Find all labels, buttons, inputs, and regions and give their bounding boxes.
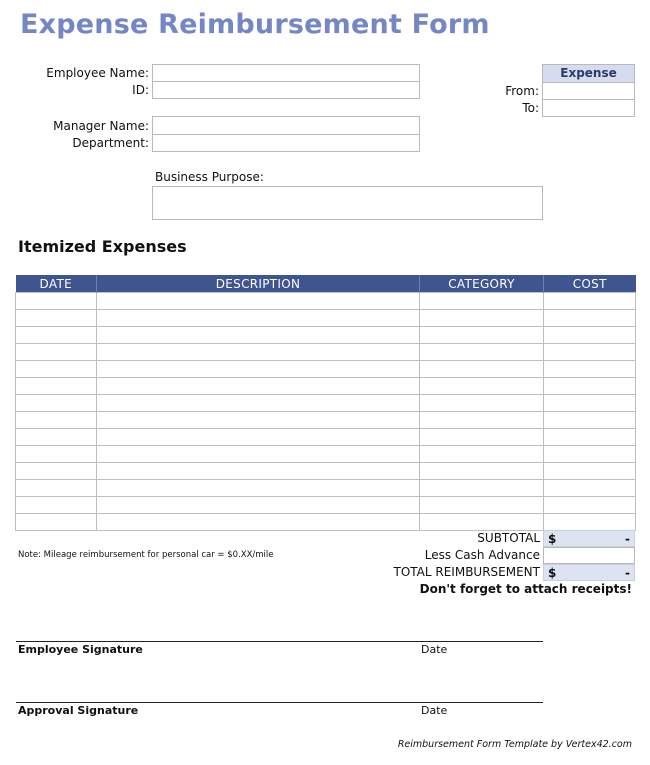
description-cell[interactable] [97, 293, 420, 310]
subtotal-currency: $ [548, 531, 557, 546]
description-cell[interactable] [97, 446, 420, 463]
total-currency: $ [548, 565, 557, 580]
mileage-note: Note: Mileage reimbursement for personal car = $0.XX/mile [18, 550, 274, 560]
date-cell[interactable] [16, 378, 97, 395]
employee-name-label: Employee Name: [46, 66, 149, 80]
employee-name-field[interactable] [152, 64, 420, 82]
period-to-field[interactable] [542, 99, 635, 117]
category-cell[interactable] [420, 327, 544, 344]
id-label: ID: [132, 83, 149, 97]
total-reimbursement-label: TOTAL REIMBURSEMENT [393, 565, 540, 579]
cost-cell[interactable] [544, 429, 636, 446]
expense-row [16, 395, 636, 412]
description-column-header: DESCRIPTION [97, 275, 420, 293]
cost-cell[interactable] [544, 514, 636, 531]
description-cell[interactable] [97, 395, 420, 412]
total-amount: - [625, 565, 630, 580]
date-cell[interactable] [16, 497, 97, 514]
expense-row [16, 514, 636, 531]
category-cell[interactable] [420, 293, 544, 310]
date-cell[interactable] [16, 361, 97, 378]
date-cell[interactable] [16, 480, 97, 497]
cost-column-header: COST [544, 275, 636, 293]
manager-name-label: Manager Name: [53, 119, 149, 133]
description-cell[interactable] [97, 497, 420, 514]
cost-cell[interactable] [544, 480, 636, 497]
subtotal-label: SUBTOTAL [477, 531, 540, 545]
description-cell[interactable] [97, 361, 420, 378]
template-credit: Reimbursement Form Template by Vertex42.com [397, 739, 632, 750]
cost-cell[interactable] [544, 446, 636, 463]
department-field[interactable] [152, 134, 420, 152]
date-column-header: DATE [16, 275, 97, 293]
cash-advance-field[interactable] [543, 547, 635, 564]
category-cell[interactable] [420, 412, 544, 429]
description-cell[interactable] [97, 514, 420, 531]
expense-row [16, 293, 636, 310]
expense-row [16, 344, 636, 361]
approval-signature-line[interactable] [16, 702, 543, 703]
expense-row [16, 429, 636, 446]
expense-row [16, 463, 636, 480]
itemized-expenses-heading: Itemized Expenses [18, 237, 187, 256]
date-cell[interactable] [16, 446, 97, 463]
total-reimbursement-value [543, 564, 635, 581]
description-cell[interactable] [97, 327, 420, 344]
expense-row [16, 446, 636, 463]
date-cell[interactable] [16, 412, 97, 429]
expense-row [16, 310, 636, 327]
period-from-field[interactable] [542, 82, 635, 100]
expense-row [16, 480, 636, 497]
cash-advance-label: Less Cash Advance [424, 548, 540, 562]
cost-cell[interactable] [544, 344, 636, 361]
receipts-reminder: Don't forget to attach receipts! [419, 582, 632, 596]
date-cell[interactable] [16, 395, 97, 412]
expense-row [16, 361, 636, 378]
description-cell[interactable] [97, 463, 420, 480]
subtotal-value [543, 530, 635, 547]
category-column-header: CATEGORY [420, 275, 544, 293]
subtotal-amount: - [625, 531, 630, 546]
manager-name-field[interactable] [152, 116, 420, 135]
description-cell[interactable] [97, 480, 420, 497]
category-cell[interactable] [420, 463, 544, 480]
cost-cell[interactable] [544, 497, 636, 514]
expense-row [16, 378, 636, 395]
date-cell[interactable] [16, 463, 97, 480]
to-label: To: [522, 101, 539, 115]
business-purpose-label: Business Purpose: [155, 170, 264, 184]
form-title: Expense Reimbursement Form [20, 9, 490, 40]
category-cell[interactable] [420, 446, 544, 463]
expense-table-header [16, 275, 636, 293]
cost-cell[interactable] [544, 293, 636, 310]
category-cell[interactable] [420, 429, 544, 446]
expense-table [15, 275, 636, 531]
approval-signature-date-label: Date [421, 704, 448, 717]
category-cell[interactable] [420, 514, 544, 531]
date-cell[interactable] [16, 344, 97, 361]
description-cell[interactable] [97, 344, 420, 361]
category-cell[interactable] [420, 378, 544, 395]
description-cell[interactable] [97, 310, 420, 327]
approval-signature-label: Approval Signature [18, 704, 139, 717]
description-cell[interactable] [97, 412, 420, 429]
category-cell[interactable] [420, 497, 544, 514]
employee-signature-line[interactable] [16, 641, 543, 642]
category-cell[interactable] [420, 480, 544, 497]
category-cell[interactable] [420, 361, 544, 378]
cost-cell[interactable] [544, 463, 636, 480]
cost-cell[interactable] [544, 412, 636, 429]
cost-cell[interactable] [544, 327, 636, 344]
cost-cell[interactable] [544, 395, 636, 412]
category-cell[interactable] [420, 395, 544, 412]
category-cell[interactable] [420, 344, 544, 361]
description-cell[interactable] [97, 378, 420, 395]
date-cell[interactable] [16, 327, 97, 344]
expense-row [16, 327, 636, 344]
date-cell[interactable] [16, 429, 97, 446]
department-label: Department: [72, 136, 149, 150]
description-cell[interactable] [97, 429, 420, 446]
cost-cell[interactable] [544, 361, 636, 378]
expense-period-header: Expense [542, 64, 635, 83]
from-label: From: [505, 84, 539, 98]
date-cell[interactable] [16, 293, 97, 310]
expense-row [16, 497, 636, 514]
cost-cell[interactable] [544, 378, 636, 395]
employee-signature-label: Employee Signature [18, 643, 143, 656]
expense-row [16, 412, 636, 429]
category-cell[interactable] [420, 310, 544, 327]
cost-cell[interactable] [544, 310, 636, 327]
business-purpose-field[interactable] [152, 186, 543, 220]
date-cell[interactable] [16, 514, 97, 531]
id-field[interactable] [152, 81, 420, 99]
employee-signature-date-label: Date [421, 643, 448, 656]
date-cell[interactable] [16, 310, 97, 327]
